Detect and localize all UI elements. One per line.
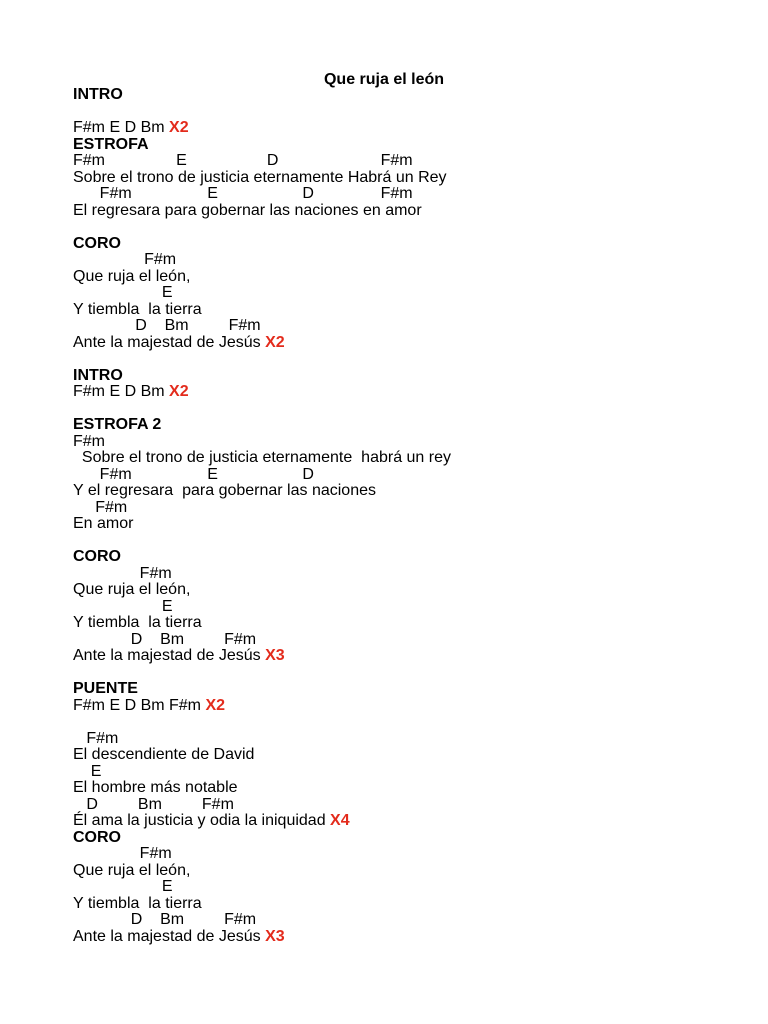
spacer: [73, 665, 753, 682]
spacer: [73, 104, 753, 121]
section-heading-puente: PUENTE: [73, 680, 138, 697]
chord-line: D Bm F#m: [73, 911, 257, 928]
lyric-line: El hombre más notable: [73, 779, 238, 796]
lyric-line: [73, 335, 753, 352]
lyric-line: Sobre el trono de justicia eternamente habrá un rey: [73, 449, 451, 466]
chord-line: F#m E D F#m: [73, 152, 413, 169]
puente-chords: [73, 698, 753, 715]
repeat-marker: X2: [169, 119, 189, 136]
spacer: [73, 219, 753, 236]
intro-chords: [73, 384, 753, 401]
section-heading-coro: CORO: [73, 828, 121, 846]
chord-line: F#m: [73, 845, 172, 862]
chord-line: F#m E D: [73, 465, 314, 483]
lyric-text: Ante la majestad de Jesús: [73, 333, 266, 351]
spacer: [73, 533, 753, 550]
lyric-line: Y tiembla la tierra: [73, 894, 202, 912]
chord-line: E: [73, 762, 102, 780]
chord-progression: F#m E D Bm: [73, 119, 170, 136]
chord-line: E: [73, 597, 173, 615]
spacer: [73, 351, 753, 368]
lyric-line: [73, 648, 753, 665]
chord-line: F#m: [73, 498, 128, 516]
repeat-marker: X2: [265, 333, 285, 351]
lyric-line: Y tiembla la tierra: [73, 614, 202, 631]
lyric-text: Él ama la justicia y odia la iniquidad: [73, 812, 331, 829]
lyric-text: Ante la majestad de Jesús: [73, 927, 266, 945]
lyric-line: Que ruja el león,: [73, 267, 191, 285]
chord-line: D Bm F#m: [73, 630, 257, 648]
lyric-line: [73, 929, 753, 946]
chord-line: D Bm F#m: [73, 317, 261, 334]
section-heading-intro: INTRO: [73, 86, 123, 103]
chord-line: E: [73, 878, 173, 895]
chord-line: F#m: [73, 564, 172, 582]
section-heading-coro: CORO: [73, 234, 121, 252]
spacer: [73, 714, 753, 731]
repeat-marker: X2: [205, 696, 226, 714]
lyric-line: Y el regresara para gobernar las naciones: [73, 482, 376, 499]
song-title: Que ruja el león: [323, 71, 445, 88]
chord-line: F#m: [73, 729, 119, 747]
lyric-text: Ante la majestad de Jesús: [73, 647, 266, 664]
section-heading-estrofa: ESTROFA: [73, 135, 149, 153]
repeat-marker: X3: [265, 647, 285, 664]
chord-line: E: [73, 284, 173, 301]
spacer: [73, 401, 753, 418]
lyric-line: Que ruja el león,: [73, 861, 191, 879]
repeat-marker: X2: [169, 383, 189, 400]
chord-progression: F#m E D Bm: [73, 383, 170, 400]
chord-line: D Bm F#m: [73, 795, 234, 813]
section-heading-estrofa-2: ESTROFA 2: [73, 416, 162, 433]
song-body: [73, 87, 753, 945]
chord-progression: F#m E D Bm F#m: [73, 696, 206, 714]
lyric-line: En amor: [73, 515, 134, 532]
section-heading-coro: CORO: [73, 548, 121, 565]
lyric-line: Que ruja el león,: [73, 581, 191, 598]
intro-chords: [73, 120, 753, 137]
repeat-marker: X3: [265, 927, 285, 945]
lyric-line: El regresara para gobernar las naciones en amor: [73, 201, 422, 219]
chord-line: F#m: [73, 432, 105, 450]
chord-line: F#m: [73, 251, 177, 268]
lyric-line: Y tiembla la tierra: [73, 300, 202, 318]
lyric-line: Sobre el trono de justicia eternamente Habrá un Rey: [73, 168, 447, 186]
repeat-marker: X4: [330, 812, 350, 829]
lyric-line: [73, 813, 753, 830]
lyric-line: El descendiente de David: [73, 746, 255, 763]
section-heading-intro: INTRO: [73, 366, 123, 384]
chord-line: F#m E D F#m: [73, 185, 413, 202]
